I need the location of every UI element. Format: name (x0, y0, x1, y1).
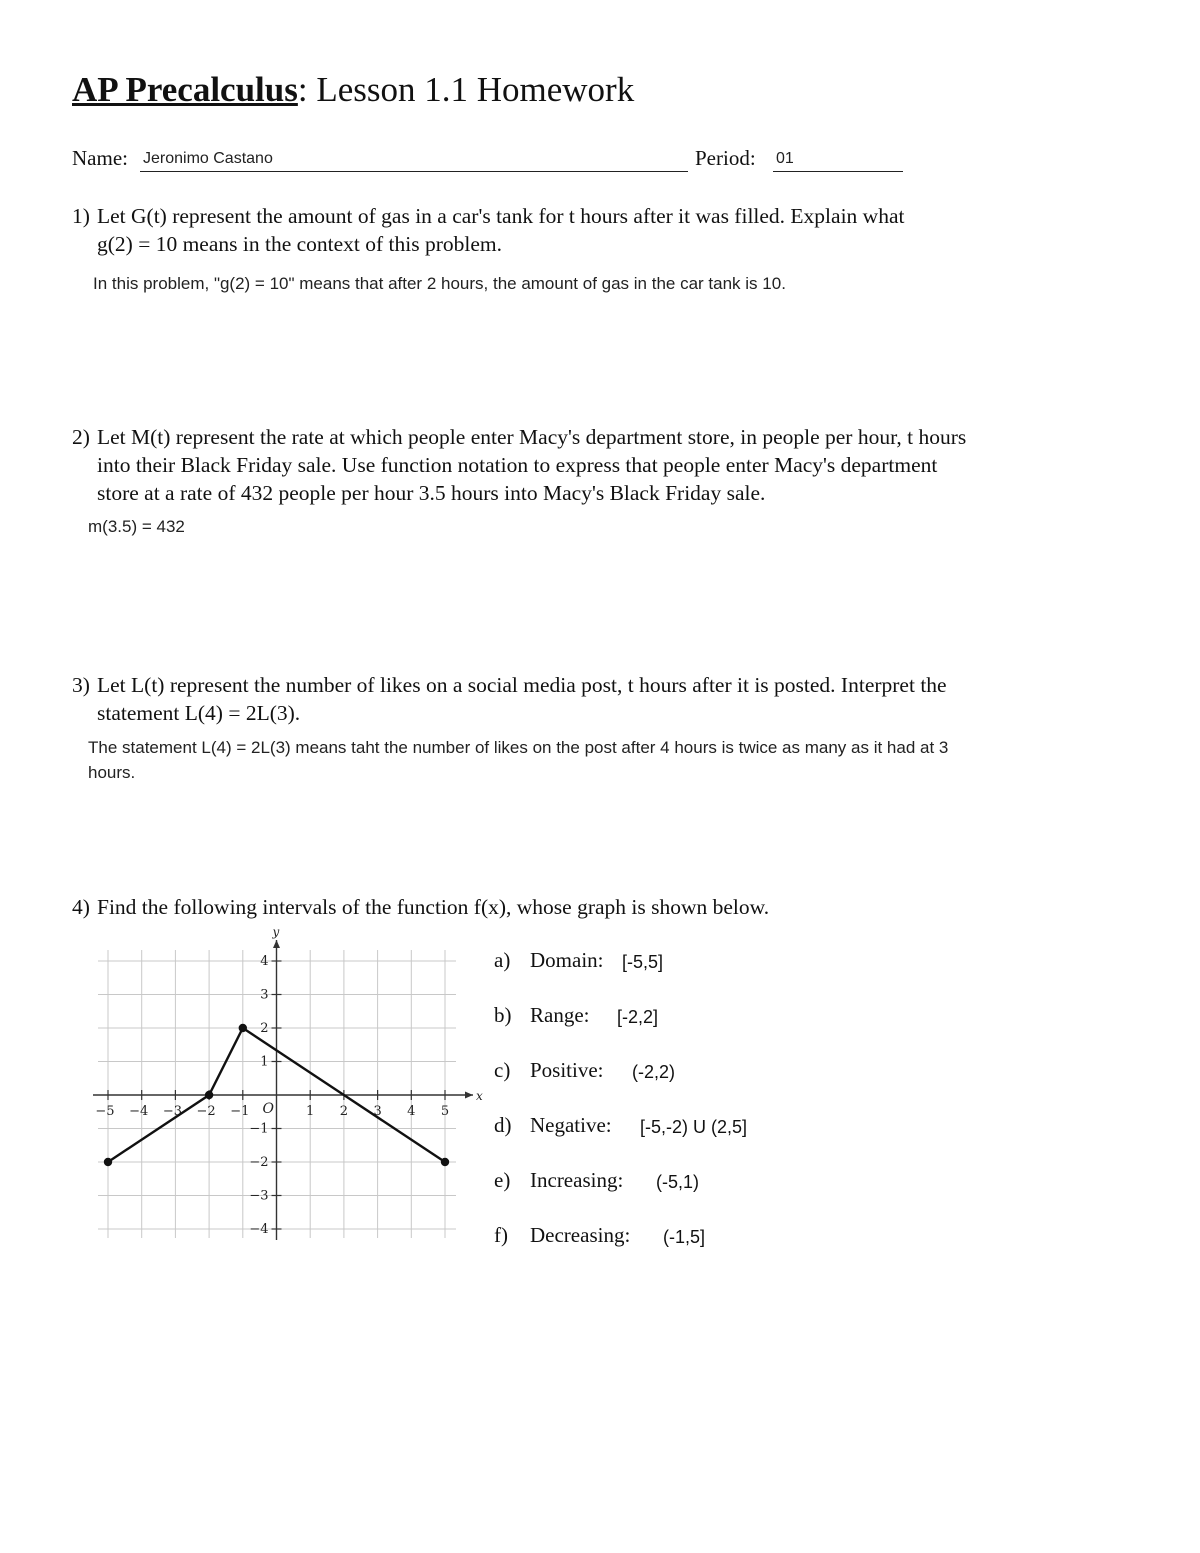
closed-point (441, 1158, 449, 1166)
q3-answer-line1[interactable]: The statement L(4) = 2L(3) means taht the number of likes on the post after 4 hours is twice as many as it had at 3 (88, 738, 949, 757)
q1-text-line2: g(2) = 10 means in the context of this problem. (97, 232, 503, 256)
y-tick-label: 4 (260, 954, 269, 969)
q3-text-line1: Let L(t) represent the number of likes on a social media post, t hours after it is posted. Interpret the (97, 673, 947, 697)
y-tick-label: 3 (260, 987, 269, 1003)
part-answer[interactable]: (-2,2) (632, 1062, 676, 1082)
part-label: b) (494, 1003, 512, 1027)
part-answer[interactable]: [-5,-2) U (2,5] (640, 1117, 748, 1137)
x-tick-label: 2 (339, 1104, 349, 1119)
part-name: Increasing: (530, 1168, 624, 1192)
part-label: d) (494, 1113, 512, 1137)
q3-answer-line2[interactable]: hours. (88, 763, 136, 782)
y-tick-label: −4 (249, 1222, 269, 1237)
part-answer[interactable]: (-5,1) (656, 1172, 700, 1192)
x-tick-label: 3 (373, 1104, 382, 1119)
x-axis-arrow (465, 1092, 473, 1099)
part-answer[interactable]: [-5,5] (622, 952, 664, 972)
q2-text-line1: Let M(t) represent the rate at which people enter Macy's department store, in people per hour, t hours (97, 425, 967, 449)
name-label: Name: (72, 146, 128, 170)
title-colon: : (297, 70, 308, 109)
q2-text-line2: into their Black Friday sale. Use function notation to express that people enter Macy's department (97, 453, 938, 477)
x-tick-label: −3 (162, 1104, 182, 1119)
part-name: Positive: (530, 1058, 604, 1082)
y-tick-label: −2 (249, 1155, 269, 1170)
q1-number: 1) (72, 204, 90, 228)
y-tick-label: −3 (249, 1188, 269, 1204)
part-name: Negative: (530, 1113, 612, 1137)
part-label: a) (494, 948, 511, 972)
q2-answer[interactable]: m(3.5) = 432 (88, 517, 185, 536)
q4-number: 4) (72, 895, 90, 919)
x-tick-label: −2 (196, 1104, 216, 1119)
y-tick-label: 1 (260, 1054, 269, 1070)
part-label: e) (494, 1168, 511, 1192)
closed-point (239, 1024, 247, 1032)
x-tick-label: −5 (95, 1104, 115, 1119)
closed-point (104, 1158, 112, 1166)
y-tick-label: 2 (260, 1021, 269, 1036)
part-name: Domain: (530, 948, 604, 972)
part-name: Decreasing: (530, 1223, 631, 1247)
x-tick-label: −4 (129, 1104, 149, 1119)
page-title (72, 70, 634, 110)
period-value[interactable]: 01 (776, 150, 794, 167)
origin-label: O (262, 1101, 274, 1117)
period-label: Period: (695, 146, 756, 170)
q3-text-line2: statement L(4) = 2L(3). (97, 701, 301, 725)
closed-point (205, 1091, 213, 1099)
x-tick-label: 4 (407, 1104, 416, 1119)
q3-number: 3) (72, 673, 90, 697)
name-value[interactable]: Jeronimo Castano (143, 150, 273, 167)
q2-text-line3: store at a rate of 432 people per hour 3.5 hours into Macy's Black Friday sale. (97, 481, 766, 505)
x-tick-label: 1 (306, 1104, 315, 1119)
course-title: AP Precalculus (72, 70, 298, 109)
y-tick-label: −1 (249, 1121, 269, 1137)
x-tick-label: 5 (440, 1104, 450, 1119)
x-tick-label: −1 (230, 1104, 250, 1119)
part-answer[interactable]: [-2,2] (617, 1007, 659, 1027)
period-underline (773, 171, 903, 172)
name-underline (140, 171, 688, 172)
part-answer[interactable]: (-1,5] (663, 1227, 706, 1247)
q1-answer[interactable]: In this problem, "g(2) = 10" means that after 2 hours, the amount of gas in the car tank is 10. (93, 274, 786, 293)
name-row (72, 146, 128, 171)
graph-tick-labels (95, 925, 483, 1237)
part-name: Range: (530, 1003, 590, 1027)
x-axis-label: x (476, 1089, 483, 1103)
part-label: f) (494, 1223, 508, 1247)
function-graph (88, 922, 488, 1252)
y-axis-arrow (273, 940, 280, 948)
lesson-title: Lesson 1.1 Homework (316, 70, 635, 109)
q2-number: 2) (72, 425, 90, 449)
q1-text-line1: Let G(t) represent the amount of gas in a car's tank for t hours after it was filled. Explain what (97, 204, 905, 228)
q4-prompt: Find the following intervals of the function f(x), whose graph is shown below. (97, 895, 770, 919)
part-label: c) (494, 1058, 511, 1082)
y-axis-label: y (272, 925, 280, 939)
